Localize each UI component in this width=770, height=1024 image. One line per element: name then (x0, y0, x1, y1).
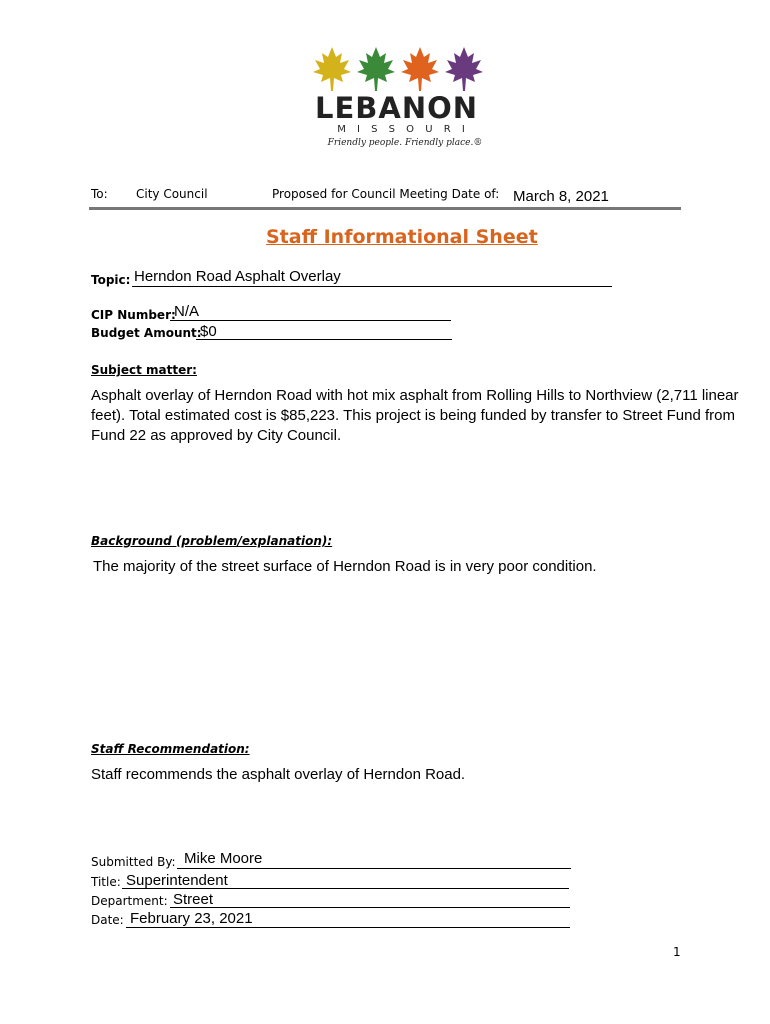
meeting-label: Proposed for Council Meeting Date of: (272, 187, 500, 201)
to-label: To: (91, 187, 108, 201)
date-label: Date: (91, 913, 124, 927)
recommendation-text: Staff recommends the asphalt overlay of Herndon Road. (91, 766, 466, 783)
recommendation-heading: Staff Recommendation: (91, 742, 250, 756)
page-number: 1 (673, 945, 681, 959)
department-label: Department: (91, 894, 168, 908)
budget-label: Budget Amount: (91, 326, 202, 340)
logo-state: M I S S O U R I (337, 124, 469, 135)
cip-value: N/A (174, 303, 200, 320)
department-value: Street (173, 891, 214, 908)
budget-underline (196, 339, 452, 340)
maple-leaf-icon (445, 47, 483, 91)
city-logo (300, 44, 500, 152)
submitted-label: Submitted By: (91, 855, 176, 869)
background-text: The majority of the street surface of Herndon Road is in very poor condition. (93, 558, 597, 575)
maple-leaf-icon (357, 47, 395, 91)
meeting-date: March 8, 2021 (513, 188, 609, 205)
leaves-icon (300, 44, 500, 94)
topic-value: Herndon Road Asphalt Overlay (134, 268, 341, 285)
cip-underline (170, 320, 451, 321)
date-underline (126, 927, 570, 928)
to-value: City Council (136, 187, 208, 201)
page-title: Staff Informational Sheet (266, 226, 538, 248)
logo-name: LEBANON (315, 91, 479, 125)
header-rule (89, 207, 681, 210)
subject-text: Asphalt overlay of Herndon Road with hot mix asphalt from Rolling Hills to Northview (2,711 linear feet). Total estimated cost is $85,223. This project is being funded by transfer to Street Fund from Fund 22 as approved by City Council. (91, 387, 739, 444)
topic-underline (132, 286, 612, 287)
department-underline (170, 907, 570, 908)
cip-label: CIP Number: (91, 308, 176, 322)
budget-value: $0 (200, 323, 217, 340)
logo-tagline: Friendly people. Friendly place.® (327, 138, 483, 148)
date-value: February 23, 2021 (130, 910, 253, 927)
title-value: Superintendent (126, 872, 228, 889)
subject-heading: Subject matter: (91, 363, 197, 377)
submitted-underline (177, 868, 571, 869)
maple-leaf-icon (401, 47, 439, 91)
background-heading: Background (problem/explanation): (91, 534, 333, 548)
title-underline (122, 888, 569, 889)
submitted-value: Mike Moore (184, 850, 263, 867)
maple-leaf-icon (313, 47, 351, 91)
topic-label: Topic: (91, 273, 131, 287)
title-label: Title: (91, 875, 121, 889)
